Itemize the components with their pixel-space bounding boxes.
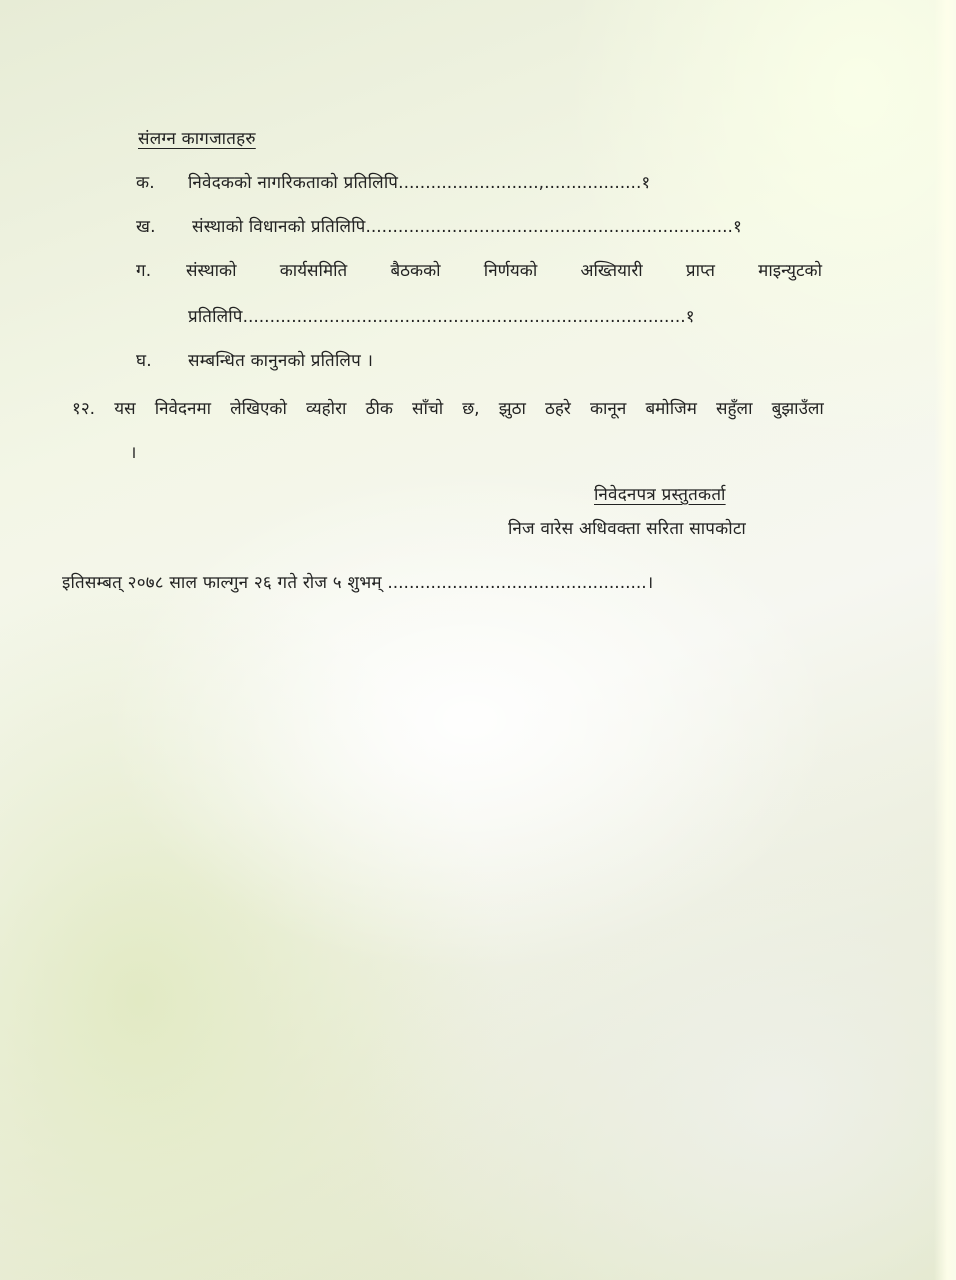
list-item <box>136 350 152 372</box>
item-marker: घ. <box>136 351 152 371</box>
item-marker: ग. <box>136 261 152 281</box>
list-item-text: संस्थाको कार्यसमिति बैठकको निर्णयको अख्तियारी प्राप्त माइन्युटको <box>186 261 822 281</box>
signature-title: निवेदनपत्र प्रस्तुतकर्ता <box>594 485 726 505</box>
list-item-text: सम्बन्धित कानुनको प्रतिलिप । <box>188 351 374 371</box>
list-item-text: निवेदकको नागरिकताको प्रतिलिपि..........................,..................१ <box>188 173 651 193</box>
attachments-heading: संलग्न कागजातहरु <box>138 129 256 149</box>
list-item <box>136 172 155 194</box>
date-line: इतिसम्बत् २०७८ साल फाल्गुन २६ गते रोज ५ शुभम् ................................................। <box>62 573 654 593</box>
list-item-text: संस्थाको विधानको प्रतिलिपि....................................................................१ <box>192 217 742 237</box>
signature-name: निज वारेस अधिवक्ता सरिता सापकोटा <box>508 519 746 539</box>
item-marker: क. <box>136 173 155 193</box>
declaration-end: । <box>130 443 137 463</box>
list-item <box>136 216 156 238</box>
declaration-paragraph: १२. यस निवेदनमा लेखिएको व्यहोरा ठीक साँचो छ, झुठा ठहरे कानून बमोजिम सहुँला बुझाउँला <box>72 399 824 419</box>
item-marker: ख. <box>136 217 156 237</box>
list-item-text-continued: प्रतिलिपि..................................................................................१ <box>188 307 695 327</box>
page-edge <box>934 0 956 1280</box>
list-item <box>136 260 151 282</box>
